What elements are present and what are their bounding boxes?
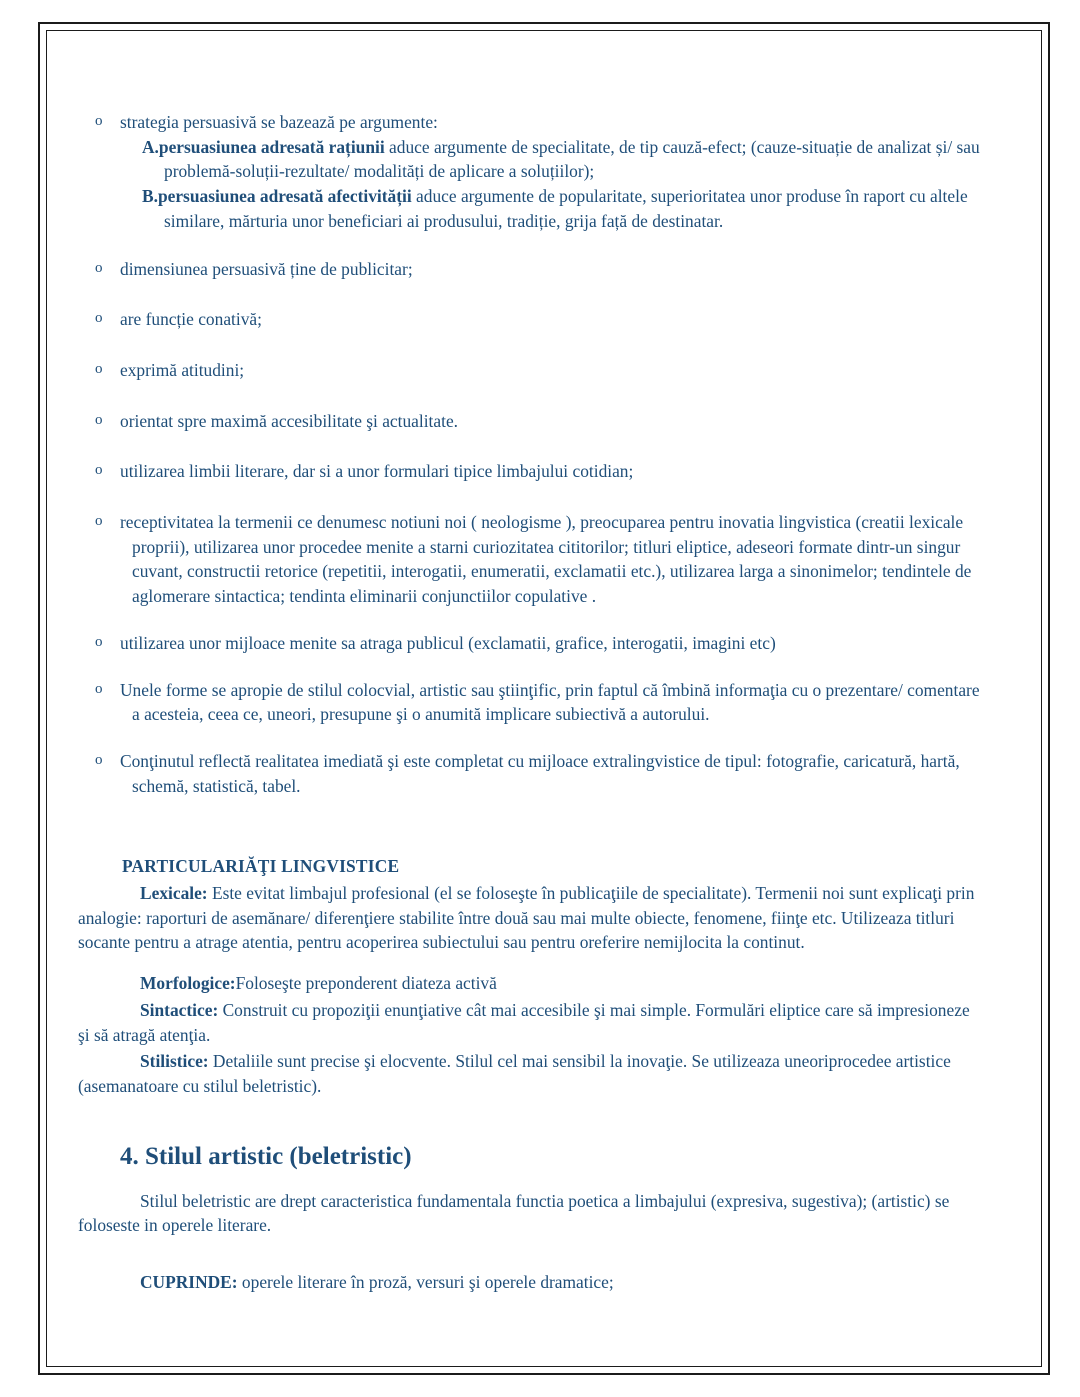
characteristics-list <box>78 110 984 798</box>
section-heading-4: 4. Stilul artistic (beletristic) <box>120 1142 412 1170</box>
sub-line-a-text: aduce argumente de specialitate, de tip cauză-efect; (cauze-situație de analizat și/ sau problemă-soluții-rezultate/ modalități de aplicare a soluțiilor); <box>164 136 980 182</box>
sintactice-text: Construit cu propoziţii enunţiative cât mai accesibile şi mai simple. Formulări eliptice care să impresioneze şi să atragă atenţia. <box>78 999 970 1045</box>
spacer <box>78 798 984 854</box>
bullet-marker: o <box>95 113 103 129</box>
sub-line-a-label: A.persuasiunea adresată rațiunii <box>142 136 385 157</box>
morfologice-text: Foloseşte preponderent diateza activă <box>235 973 497 994</box>
sintactice-paragraph <box>78 998 984 1047</box>
lexicale-text: Este evitat limbajul profesional (el se foloseşte în publicaţiile de specialitate). Termenii noi sunt explicaţi prin analogie: raporturi de asemănare/ diferenţiere stabilite între două sau mai multe obiecte, fenomene, fiinţe etc. Utilizeaza titluri socante pentru a atrage atentia, pentru acoperirea subiectului sau pentru oreferire nemijlocita la continut. <box>78 883 975 953</box>
stilistice-text: Detaliile sunt precise şi elocvente. Stilul cel mai sensibil la inovaţie. Se utilizeaza uneoriprocedee artistice (asemanatoare cu stilul beletristic). <box>78 1051 951 1096</box>
bullet-marker: o <box>95 462 103 479</box>
list-item <box>78 307 984 332</box>
list-item <box>78 459 984 484</box>
sub-line-a <box>142 135 984 184</box>
particularitati-title: PARTICULARIĂŢI LINGVISTICE <box>122 856 400 877</box>
list-item <box>78 510 984 609</box>
stilistice-paragraph <box>78 1049 984 1098</box>
bullet-marker: o <box>95 360 103 377</box>
list-item-text: Unele forme se apropie de stilul colocvial, artistic sau ştiinţific, prin faptul că îmbină informaţia cu o prezentare/ comentare a acesteia, ceea ce, uneori, presupune şi o anumită implicare subiectivă a autorului. <box>120 679 980 725</box>
morfologice-label: Morfologice: <box>140 973 236 994</box>
document-content <box>78 110 984 1295</box>
bullet-marker: o <box>95 751 103 768</box>
bullet-marker: o <box>95 259 103 276</box>
stilistice-label: Stilistice: <box>140 1051 209 1072</box>
list-item <box>78 749 984 798</box>
bullet-marker: o <box>95 310 103 327</box>
list-item-text: dimensiunea persuasivă ține de publicitar; <box>120 258 413 279</box>
list-item-text: orientat spre maximă accesibilitate şi actualitate. <box>120 410 459 431</box>
list-item <box>78 631 984 656</box>
particularitati-section <box>78 854 984 1098</box>
section4-body <box>78 1189 984 1295</box>
section4-paragraph: Stilul beletristic are drept caracteristica fundamentala functia poetica a limbajului (expresiva, sugestiva); (artistic) se foloseste in operele literare. <box>78 1190 950 1236</box>
list-item <box>78 257 984 282</box>
list-item-text: exprimă atitudini; <box>120 359 245 380</box>
list-item <box>78 409 984 434</box>
list-item-text: utilizarea limbii literare, dar si a unor formulari tipice limbajului cotidian; <box>120 461 634 482</box>
list-item <box>78 110 984 234</box>
bullet-marker: o <box>95 513 103 530</box>
list-item <box>78 358 984 383</box>
sub-line-b-label: B.persuasiunea adresată afectivității <box>142 186 412 207</box>
spacer <box>78 1238 984 1268</box>
list-item-text: strategia persuasivă se bazează pe argumente: <box>120 112 438 132</box>
bullet-marker: o <box>95 411 103 428</box>
list-item <box>78 678 984 727</box>
sub-line-b-text: aduce argumente de popularitate, superioritatea unor produse în raport cu altele similare, mărturia unor beneficiari ai produsului, tradiție, grija față de destinatar. <box>164 186 968 231</box>
lexicale-paragraph <box>78 881 984 955</box>
list-item-text: utilizarea unor mijloace menite sa atraga publicul (exclamatii, grafice, interogatii, imagini etc) <box>120 632 776 653</box>
sub-line-b <box>142 184 984 233</box>
spacer <box>78 955 984 969</box>
cuprinde-paragraph <box>78 1270 984 1295</box>
bullet-marker: o <box>95 680 103 697</box>
list-item-text: are funcție conativă; <box>120 309 262 330</box>
list-item-text: Conţinutul reflectă realitatea imediată şi este completat cu mijloace extralingvistice de tipul: fotografie, caricatură, hartă, schemă, statistică, tabel. <box>120 750 960 796</box>
sintactice-label: Sintactice: <box>140 999 219 1020</box>
list-item-text: receptivitatea la termenii ce denumesc notiuni noi ( neologisme ), preocuparea pentru inovatia lingvistica (creatii lexicale proprii), utilizarea unor procedee menite a starni curiozitatea cititorilor; titluri eliptice, adeseori formate dintr-un singur cuvant, constructii retorice (repetitii, interogatii, enumeratii, exclamatii etc.), utilizarea larga a sinonimelor; tendintele de aglomerare sintactica; tendinta eliminarii conjunctiilor copulative . <box>120 512 972 607</box>
bullet-marker: o <box>95 633 103 650</box>
cuprinde-label: CUPRINDE: <box>140 1272 238 1293</box>
lexicale-label: Lexicale: <box>140 883 208 904</box>
morfologice-paragraph <box>78 971 984 996</box>
cuprinde-text: operele literare în proză, versuri şi operele dramatice; <box>237 1272 614 1293</box>
